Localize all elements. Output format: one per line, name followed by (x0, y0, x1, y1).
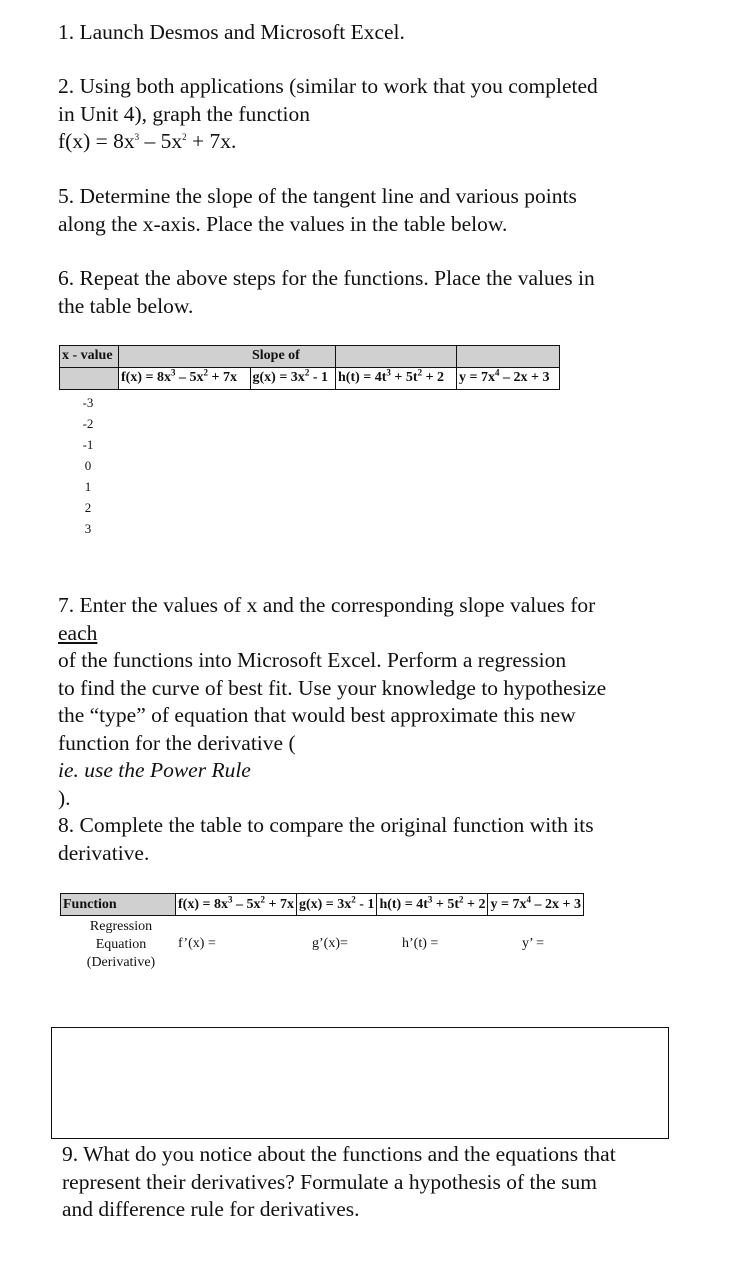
step-6: 6. Repeat the above steps for the functions. Place the values in the table below. (58, 266, 595, 318)
header-func-f: $f(x) = 8x^3 - 5x^2 + 7x$ (119, 368, 251, 390)
step-9: 9. What do you notice about the functions and the equations that represent their derivatives? Formulate a hypothesis of the sum and difference rule for derivatives. (62, 1142, 616, 1221)
t2-func-g: $g(x) = 3x^2 - 1$ (296, 894, 376, 916)
step-1: 1. Launch Desmos and Microsoft Excel. (58, 20, 405, 44)
t2-func-h: $h(t) = 4t^3 + 5t^2 + 2$ (377, 894, 488, 916)
x-value: 3 (84, 521, 92, 536)
answer-box[interactable] (51, 1027, 669, 1139)
x-value: -2 (82, 416, 94, 431)
header-func-h: $h(t) = 4t^3 + 5t^2 + 2$ (336, 368, 457, 390)
x-value: 0 (84, 458, 92, 473)
x-value: 2 (84, 500, 92, 515)
step-8: 8. Complete the table to compare the original function with its derivative. (58, 813, 594, 865)
x-value: -1 (82, 437, 94, 452)
header-func-y: $y = 7x^4 - 2x + 3$ (457, 368, 560, 390)
header-blank-x (60, 368, 119, 390)
header-func-g: $g(x) = 3x^2 - 1$ (250, 368, 336, 390)
header-function: Function (61, 894, 176, 916)
derivative-table (60, 893, 584, 916)
slope-table (59, 345, 560, 390)
header-blank-3 (457, 346, 560, 368)
derivative-h: h’(t) = (402, 936, 439, 951)
derivative-f: f’(x) = (178, 936, 216, 951)
x-value: 1 (84, 479, 92, 494)
x-value: -3 (82, 395, 94, 410)
t2-func-f: $f(x) = 8x^3 - 5x^2 + 7x$ (176, 894, 297, 916)
step-2: 2. Using both applications (similar to work that you completed in Unit 4), graph the function $f(x) = 8x^3 - 5x^2 + 7x$. (58, 73, 698, 156)
derivative-y: y’ = (522, 936, 545, 951)
step-5: 5. Determine the slope of the tangent line and various points along the x-axis. Place the values in the table below. (58, 184, 577, 236)
header-blank (119, 346, 251, 368)
header-blank-2 (336, 346, 457, 368)
step-7: 7. Enter the values of x and the corresponding slope values for each of the functions into Microsoft Excel. Perform a regression to find the curve of best fit. Use your knowledge to hypothesize the “type” of equation that would best approximate this new function for the derivative ( ie. use the Power Rule ). (58, 593, 607, 810)
header-x-value: x - value (60, 346, 119, 368)
header-slope-of: Slope of (250, 346, 336, 368)
regression-label: Regression Equation (Derivative) (86, 919, 156, 970)
function-f: $f(x) = 8x^3 - 5x^2 + 7x$. (58, 129, 237, 153)
t2-func-y: $y = 7x^4 - 2x + 3$ (488, 894, 583, 916)
derivative-g: g’(x)= (312, 936, 348, 951)
